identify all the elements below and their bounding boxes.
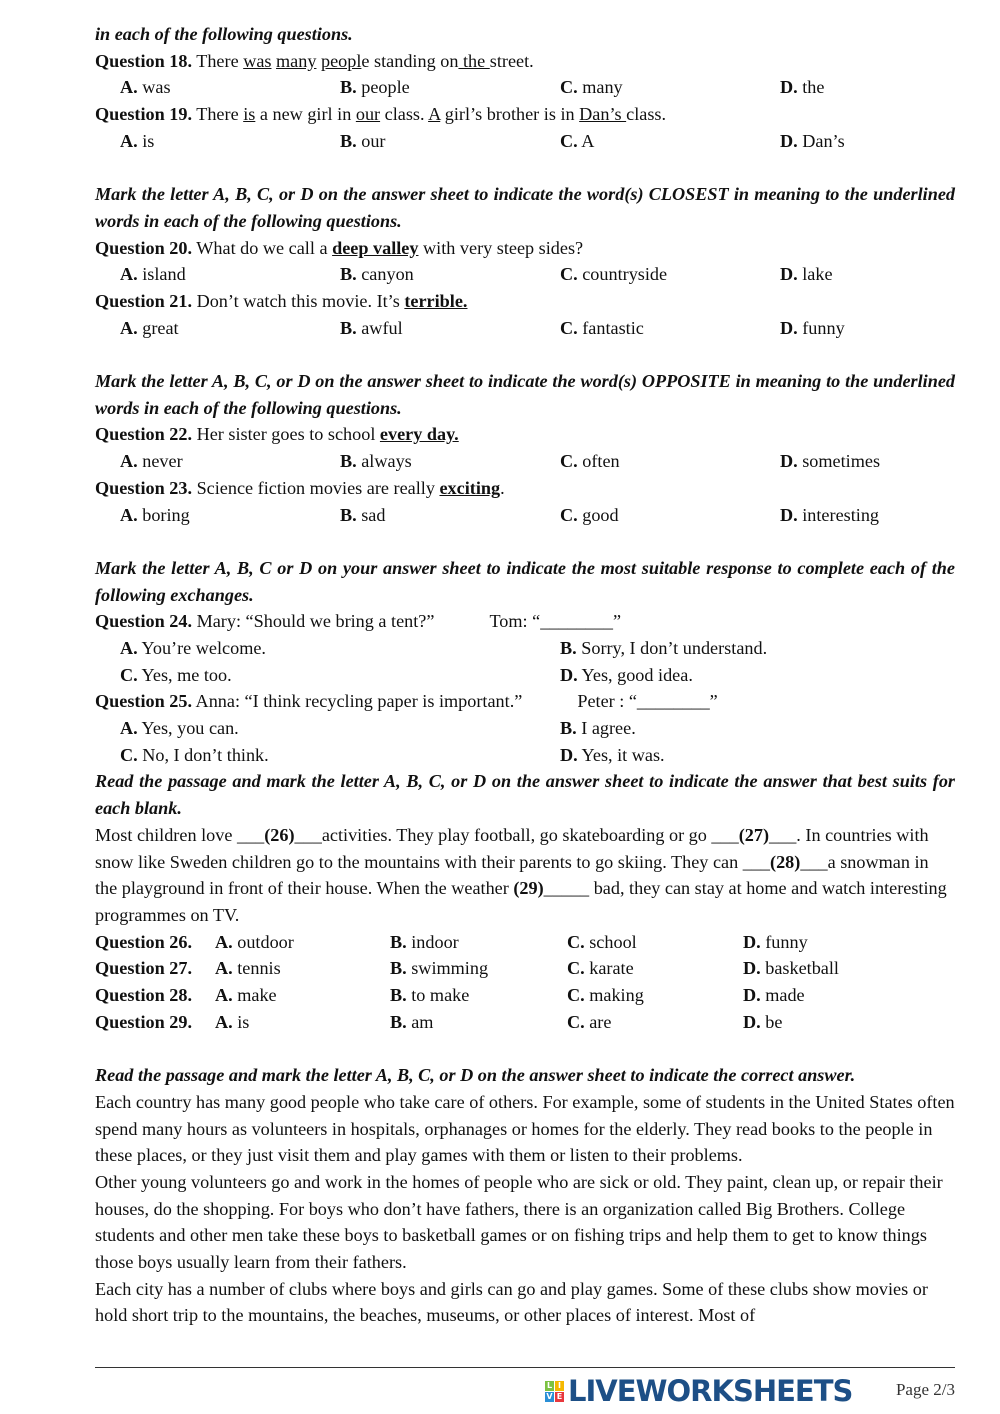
option-letter: D. <box>743 931 761 952</box>
answer-options-row <box>95 742 955 769</box>
text-segment: Question 22. <box>95 424 193 445</box>
passage-paragraph <box>95 822 955 929</box>
answer-option[interactable] <box>567 982 644 1009</box>
option-text: always <box>356 451 412 472</box>
option-letter: D. <box>743 958 761 979</box>
answer-option[interactable] <box>560 742 665 769</box>
text-segment: class. <box>626 104 667 125</box>
answer-options-row <box>95 74 955 101</box>
answer-option[interactable] <box>120 74 171 101</box>
text-segment: exciting <box>439 477 501 498</box>
answer-option[interactable] <box>215 982 277 1009</box>
answer-option[interactable] <box>120 662 232 689</box>
answer-option[interactable] <box>567 1009 611 1036</box>
option-letter: B. <box>390 985 407 1006</box>
option-text: to make <box>406 985 470 1006</box>
logo-tile: L <box>546 1380 553 1390</box>
text-segment: many <box>276 50 317 71</box>
answer-option[interactable] <box>390 1009 433 1036</box>
option-text: is <box>137 130 155 151</box>
footer-divider <box>95 1367 955 1368</box>
question-label: Question 28. <box>95 985 193 1006</box>
answer-options-row <box>95 502 955 529</box>
answer-option[interactable] <box>780 74 824 101</box>
answer-option[interactable] <box>780 315 845 342</box>
option-text: sometimes <box>797 451 881 472</box>
option-text: our <box>356 130 386 151</box>
answer-option[interactable] <box>390 982 469 1009</box>
answer-option[interactable] <box>780 448 880 475</box>
option-letter: C. <box>560 77 578 98</box>
option-text: funny <box>797 317 845 338</box>
answer-option[interactable] <box>120 128 154 155</box>
text-segment: Question 18. <box>95 50 193 71</box>
option-letter: B. <box>390 931 407 952</box>
option-letter: D. <box>780 77 798 98</box>
option-letter: A. <box>120 130 138 151</box>
answer-option[interactable] <box>780 128 845 155</box>
text-segment: Question 24. <box>95 611 193 632</box>
option-text: canyon <box>356 264 414 285</box>
logo-tile: E <box>556 1391 563 1401</box>
answer-options-row <box>95 128 955 155</box>
option-letter: B. <box>340 264 357 285</box>
option-letter: B. <box>340 317 357 338</box>
option-text: countryside <box>577 264 668 285</box>
option-text: No, I don’t think. <box>137 744 269 765</box>
answer-option[interactable] <box>340 502 385 529</box>
option-letter: D. <box>560 664 578 685</box>
option-letter: A. <box>215 958 233 979</box>
answer-option[interactable] <box>567 955 634 982</box>
passage-paragraph <box>95 1169 955 1276</box>
section-instruction: Mark the letter A, B, C, or D on the answer sheet to indicate the word(s) OPPOSITE in meaning to the underlined words in each of the following questions. <box>95 371 955 418</box>
logo-text: LIVEWORKSHEETS <box>568 1374 853 1408</box>
text-segment: deep valley <box>332 237 419 258</box>
text-segment: Dan’s <box>579 104 627 125</box>
text-segment: our <box>355 104 381 125</box>
option-text: making <box>584 985 644 1006</box>
option-letter: C. <box>567 958 585 979</box>
question-stem <box>95 48 955 75</box>
text-segment: with very steep sides? <box>418 237 584 258</box>
blank-line <box>95 528 955 555</box>
option-text: You’re welcome. <box>137 638 266 659</box>
option-letter: B. <box>390 1011 407 1032</box>
answer-option[interactable] <box>340 261 414 288</box>
text-segment: Peter : “________” <box>577 691 718 712</box>
text-segment: A <box>428 104 441 125</box>
logo-tiles-icon <box>545 1381 564 1402</box>
answer-options-row <box>95 635 955 662</box>
text-segment: Science fiction movies are really <box>192 477 440 498</box>
option-text: island <box>137 264 186 285</box>
answer-option[interactable] <box>743 955 839 982</box>
answer-option[interactable] <box>340 74 410 101</box>
option-letter: C. <box>560 130 578 151</box>
option-text: are <box>584 1011 612 1032</box>
option-text: basketball <box>760 958 839 979</box>
worksheet-content <box>95 21 955 1329</box>
option-letter: A. <box>120 264 138 285</box>
text-segment: (26) <box>264 824 295 845</box>
option-text: Yes, me too. <box>137 664 232 685</box>
answer-option[interactable] <box>120 448 183 475</box>
answer-option[interactable] <box>743 1009 782 1036</box>
option-letter: D. <box>743 1011 761 1032</box>
liveworksheets-logo <box>545 1374 852 1408</box>
text-segment: ___activities. They play football, go skateboarding or go ___ <box>294 824 739 845</box>
answer-option[interactable] <box>780 261 833 288</box>
passage-paragraph <box>95 1089 955 1169</box>
option-letter: B. <box>340 77 357 98</box>
option-letter: B. <box>340 451 357 472</box>
option-letter: C. <box>560 264 578 285</box>
option-text: funny <box>760 931 808 952</box>
option-letter: D. <box>560 744 578 765</box>
option-letter: D. <box>743 985 761 1006</box>
answer-option[interactable] <box>340 315 403 342</box>
option-text: be <box>760 1011 783 1032</box>
question-label: Question 26. <box>95 931 193 952</box>
text-segment: ___. In countries with snow like Sweden children go to the mountains with their parents to go skiing. They can ___ <box>95 824 929 872</box>
section-instruction: Read the passage and mark the letter A, B, C, or D on the answer sheet to indicate the answer that best suits for each blank. <box>95 771 955 819</box>
text-segment: What do we call a <box>192 237 333 258</box>
option-text: sad <box>356 504 386 525</box>
option-text: make <box>232 985 277 1006</box>
text-segment: Don’t watch this movie. It’s <box>192 290 405 311</box>
answer-options-row <box>95 982 955 1009</box>
option-text: awful <box>356 317 403 338</box>
option-letter: C. <box>567 1011 585 1032</box>
text-segment: Question 20. <box>95 237 193 258</box>
option-letter: C. <box>120 664 138 685</box>
answer-option[interactable] <box>215 929 294 956</box>
text-segment: peopl <box>321 50 362 71</box>
option-text: Yes, good idea. <box>577 664 693 685</box>
option-text: swimming <box>406 958 489 979</box>
answer-option[interactable] <box>560 261 667 288</box>
option-letter: A. <box>120 77 138 98</box>
page-number: Page 2/3 <box>895 1380 955 1399</box>
text-segment: Each country has many good people who take care of others. For example, some of students in the United States often spend many hours as volunteers in hospitals, orphanages or homes for the elderly. They read books to the people in these places, or they just visit them and play games with them or listen to their problems. <box>95 1091 955 1166</box>
text-segment: Question 21. <box>95 290 193 311</box>
question-label: Question 29. <box>95 1011 193 1032</box>
answer-option[interactable] <box>560 635 767 662</box>
option-text: is <box>232 1011 250 1032</box>
text-segment: Question 23. <box>95 477 193 498</box>
option-text: Dan’s <box>797 130 845 151</box>
answer-option[interactable] <box>340 128 385 155</box>
text-segment: class. <box>380 104 429 125</box>
option-letter: C. <box>560 504 578 525</box>
option-letter: C. <box>567 931 585 952</box>
text-segment: (28) <box>770 851 801 872</box>
question-stem <box>95 288 955 315</box>
option-text: often <box>577 451 620 472</box>
logo-tile: V <box>546 1391 553 1401</box>
option-letter: A. <box>120 317 138 338</box>
option-text: tennis <box>232 958 281 979</box>
option-text: good <box>577 504 619 525</box>
section-instruction: Read the passage and mark the letter A, B, C, or D on the answer sheet to indicate the correct answer. <box>95 1065 856 1086</box>
answer-options-row <box>95 662 955 689</box>
question-stem <box>95 421 955 448</box>
text-segment: . <box>500 477 505 498</box>
answer-options-row <box>95 448 955 475</box>
answer-option[interactable] <box>120 635 266 662</box>
answer-option[interactable] <box>560 315 644 342</box>
answer-option[interactable] <box>780 502 879 529</box>
option-text: fantastic <box>577 317 644 338</box>
text-segment: There <box>192 50 244 71</box>
question-stem <box>95 688 955 715</box>
text-segment: Question 25. <box>95 691 193 712</box>
option-text: am <box>406 1011 434 1032</box>
option-letter: A. <box>215 1011 233 1032</box>
section-instruction: Mark the letter A, B, C, or D on the answer sheet to indicate the word(s) CLOSEST in meaning to the underlined words in each of the following questions. <box>95 184 955 231</box>
text-segment: Most children love ___ <box>95 824 265 845</box>
text-segment: Tom: “________” <box>489 611 622 632</box>
text-segment: a new girl in <box>255 104 356 125</box>
question-stem <box>95 475 955 502</box>
text-segment: There <box>192 104 244 125</box>
option-text: the <box>797 77 825 98</box>
option-letter: B. <box>560 718 577 739</box>
option-text: boring <box>137 504 190 525</box>
text-segment: the <box>458 50 490 71</box>
answer-option[interactable] <box>120 315 179 342</box>
answer-option[interactable] <box>120 261 186 288</box>
answer-option[interactable] <box>120 715 239 742</box>
option-text: Yes, you can. <box>137 718 239 739</box>
text-segment: Other young volunteers go and work in the homes of people who are sick or old. They paint, clean up, or repair their houses, do the shopping. For boys who don’t have fathers, there is an organization called Big Brothers. College students and other men take these boys to basketball games or on fishing trips and help them to get to know things those boys usually learn from their fathers. <box>95 1171 943 1273</box>
answer-option[interactable] <box>560 715 636 742</box>
option-letter: B. <box>340 130 357 151</box>
answer-option[interactable] <box>743 929 808 956</box>
option-letter: C. <box>560 317 578 338</box>
text-segment: e standing on <box>361 50 459 71</box>
option-letter: D. <box>780 130 798 151</box>
answer-option[interactable] <box>567 929 637 956</box>
option-text: people <box>356 77 410 98</box>
option-letter: B. <box>560 638 577 659</box>
option-text: was <box>137 77 171 98</box>
text-segment: (27) <box>738 824 770 845</box>
answer-options-row <box>95 715 955 742</box>
option-letter: B. <box>390 958 407 979</box>
option-text: school <box>584 931 637 952</box>
answer-options-row <box>95 1009 955 1036</box>
logo-tile: I <box>555 1381 564 1391</box>
option-text: never <box>137 451 183 472</box>
option-text: indoor <box>406 931 459 952</box>
text-segment: Each city has a number of clubs where boys and girls can go and play games. Some of these clubs show movies or hold short trip to the mountains, the beaches, museums, or other places of interest. Most of <box>95 1278 928 1326</box>
answer-option[interactable] <box>120 742 269 769</box>
option-text: great <box>137 317 179 338</box>
answer-option[interactable] <box>560 128 594 155</box>
answer-options-row <box>95 315 955 342</box>
answer-options-row <box>95 261 955 288</box>
text-segment: was <box>243 50 272 71</box>
text-segment: every day. <box>379 424 459 445</box>
option-letter: D. <box>780 451 798 472</box>
option-text: Sorry, I don’t understand. <box>576 638 768 659</box>
option-text: many <box>577 77 623 98</box>
option-text: interesting <box>797 504 880 525</box>
answer-option[interactable] <box>390 929 459 956</box>
option-text: karate <box>584 958 634 979</box>
text-segment: Question 19. <box>95 104 193 125</box>
option-text: A <box>577 130 595 151</box>
text-segment: is <box>243 104 256 125</box>
passage-paragraph <box>95 1276 955 1329</box>
answer-option[interactable] <box>215 955 281 982</box>
blank-line <box>95 341 955 368</box>
option-letter: B. <box>340 504 357 525</box>
option-letter: C. <box>120 744 138 765</box>
text-segment: girl’s brother is in <box>440 104 580 125</box>
option-letter: D. <box>780 264 798 285</box>
option-letter: A. <box>120 638 138 659</box>
section-instruction: in each of the following questions. <box>95 24 353 44</box>
option-letter: D. <box>780 504 798 525</box>
option-text: made <box>760 985 805 1006</box>
question-label: Question 27. <box>95 958 193 979</box>
answer-option[interactable] <box>560 448 620 475</box>
answer-option[interactable] <box>560 502 619 529</box>
answer-option[interactable] <box>560 74 623 101</box>
text-segment: Her sister goes to school <box>192 424 380 445</box>
option-letter: D. <box>780 317 798 338</box>
option-text: lake <box>797 264 833 285</box>
option-letter: A. <box>215 931 233 952</box>
text-segment: _____ bad, they can stay at home and watch interesting programmes on TV. <box>95 878 947 925</box>
answer-option[interactable] <box>340 448 412 475</box>
text-segment: terrible. <box>404 290 468 311</box>
text-segment: (29) <box>513 878 544 899</box>
option-text: outdoor <box>232 931 294 952</box>
text-segment: Anna: “I think recycling paper is important.” <box>192 691 523 712</box>
text-segment: ___a snowman in the playground in front of their house. When the weather <box>95 851 929 899</box>
option-text: I agree. <box>576 718 636 739</box>
text-segment: Mary: “Should we bring a tent?” <box>192 611 435 632</box>
option-letter: A. <box>120 504 138 525</box>
answer-option[interactable] <box>390 955 488 982</box>
option-letter: A. <box>215 985 233 1006</box>
option-letter: A. <box>120 718 138 739</box>
blank-line <box>95 154 955 181</box>
answer-option[interactable] <box>120 502 190 529</box>
option-letter: C. <box>560 451 578 472</box>
answer-options-row <box>95 929 955 956</box>
question-stem <box>95 235 955 262</box>
option-letter: A. <box>120 451 138 472</box>
section-instruction: Mark the letter A, B, C or D on your answer sheet to indicate the most suitable response to complete each of the following exchanges. <box>95 557 955 605</box>
answer-option[interactable] <box>215 1009 249 1036</box>
answer-option[interactable] <box>743 982 805 1009</box>
text-segment: street. <box>489 50 534 71</box>
blank-line <box>95 1035 955 1062</box>
option-letter: C. <box>567 985 585 1006</box>
answer-options-row <box>95 955 955 982</box>
question-stem <box>95 608 955 635</box>
option-text: Yes, it was. <box>577 744 665 765</box>
question-stem <box>95 101 955 128</box>
answer-option[interactable] <box>560 662 693 689</box>
